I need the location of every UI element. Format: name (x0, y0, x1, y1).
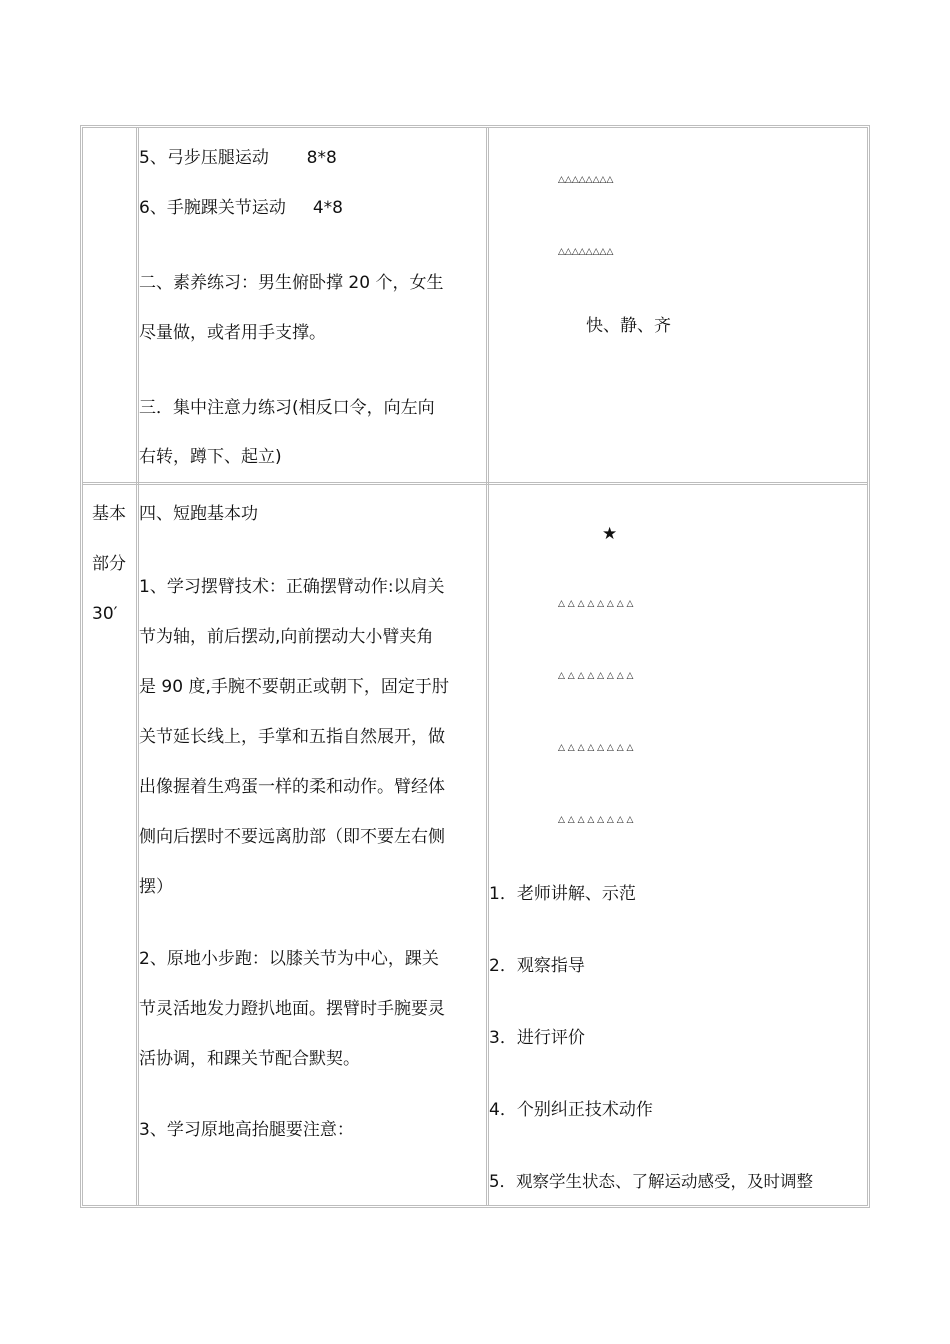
formation-row: △ △ △ △ △ △ △ △ (558, 599, 634, 609)
method-step: 3．进行评价 (489, 1028, 585, 1048)
formation-row: △ △ △ △ △ △ △ △ (558, 815, 634, 825)
content-heading: 四、短跑基本功 (139, 504, 258, 524)
method-step: 4．个别纠正技术动作 (489, 1100, 653, 1120)
section-label: 基本 (92, 504, 126, 524)
exercise-line: 5、弓步压腿运动 8*8 (139, 148, 337, 168)
section-label: 部分 (92, 554, 126, 574)
method-step: 2．观察指导 (489, 956, 585, 976)
content-line: 是 90 度,手腕不要朝正或朝下，固定于肘 (139, 677, 449, 697)
content-line: 活协调，和踝关节配合默契。 (139, 1049, 360, 1069)
exercise-line: 右转，蹲下、起立) (139, 447, 282, 467)
content-line: 出像握着生鸡蛋一样的柔和动作。臂经体 (139, 777, 445, 797)
content-line: 3、学习原地高抬腿要注意： (139, 1120, 354, 1140)
section-duration: 30′ (92, 604, 118, 624)
method-step: 5．观察学生状态、了解运动感受，及时调整 (489, 1172, 813, 1191)
content-line: 1、学习摆臂技术：正确摆臂动作:以肩关 (139, 577, 445, 597)
content-line: 关节延长线上，手掌和五指自然展开，做 (139, 727, 445, 747)
content-line: 节为轴，前后摆动,向前摆动大小臂夹角 (139, 627, 434, 647)
content-line: 2、原地小步跑：以膝关节为中心，踝关 (139, 949, 439, 969)
exercise-line: 二、素养练习：男生俯卧撑 20 个，女生 (139, 273, 444, 293)
content-line: 摆） (139, 877, 173, 897)
exercise-line: 三．集中注意力练习(相反口令，向左向 (139, 398, 435, 418)
content-line: 侧向后摆时不要远离肋部（即不要左右侧 (139, 827, 445, 847)
formation-motto: 快、静、齐 (586, 316, 671, 336)
content-line: 节灵活地发力蹬扒地面。摆臂时手腕要灵 (139, 999, 445, 1019)
method-step: 1．老师讲解、示范 (489, 884, 636, 904)
row-divider (83, 482, 867, 485)
formation-row: △△△△△△△△ (558, 175, 614, 185)
exercise-line: 6、手腕踝关节运动 4*8 (139, 198, 343, 218)
lesson-plan-table (80, 125, 870, 1208)
formation-row: △ △ △ △ △ △ △ △ (558, 671, 634, 681)
exercise-line: 尽量做，或者用手支撑。 (139, 323, 326, 343)
teacher-star-icon: ★ (602, 524, 618, 544)
formation-row: △△△△△△△△ (558, 247, 614, 257)
formation-row: △ △ △ △ △ △ △ △ (558, 743, 634, 753)
